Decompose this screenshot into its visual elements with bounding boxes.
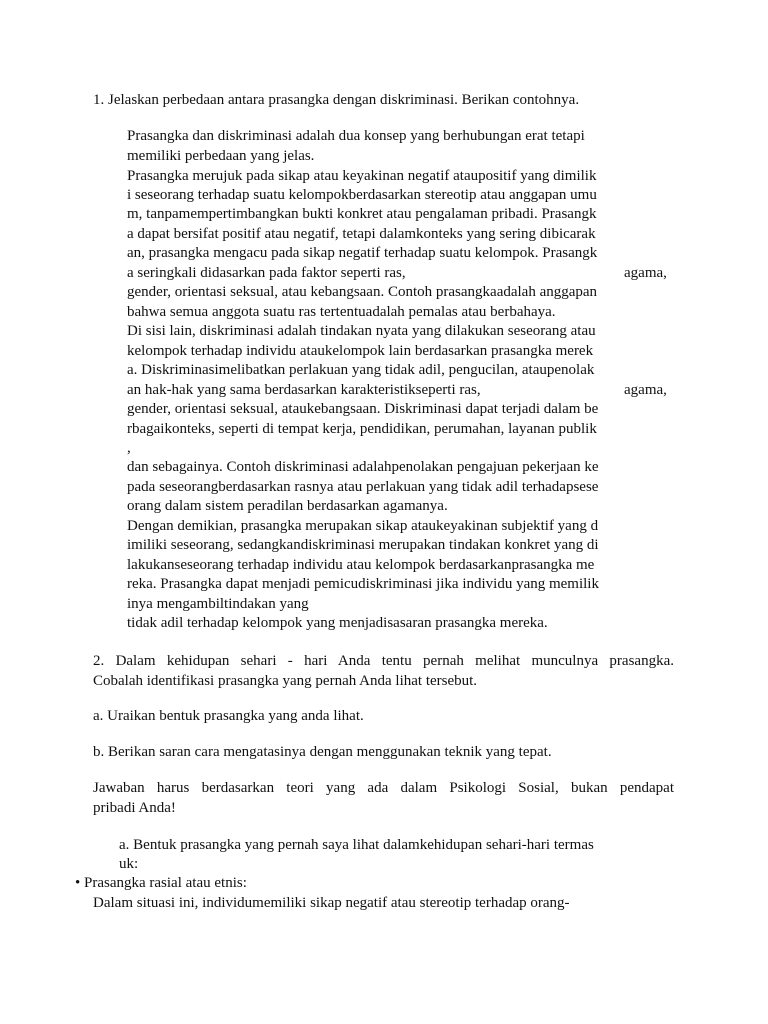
answer-line: a. Diskriminasimelibatkan perlakuan yang tidak adil, pengucilan, ataupenolak — [127, 362, 595, 378]
answer-line: inya mengambiltindakan yang — [127, 596, 309, 612]
answer-line: an, prasangka mengacu pada sikap negatif terhadap suatu kelompok. Prasangk — [127, 245, 598, 261]
bullet-item: • Prasangka rasial atau etnis: — [75, 875, 247, 891]
question-1: 1. Jelaskan perbedaan antara prasangka dengan diskriminasi. Berikan contohnya. — [93, 92, 580, 108]
answer-2a-line: a. Bentuk prasangka yang pernah saya lihat dalamkehidupan sehari-hari termas — [119, 837, 594, 853]
answer-line: a seringkali didasarkan pada faktor seperti ras, — [127, 265, 406, 281]
answer-line: Prasangka merujuk pada sikap atau keyakinan negatif ataupositif yang dimilik — [127, 168, 597, 184]
answer-line: kelompok terhadap individu ataukelompok lain berdasarkan prasangka merek — [127, 343, 594, 359]
answer-line: , — [127, 440, 131, 456]
answer-line: gender, orientasi seksual, atau kebangsaan. Contoh prasangkaadalah anggapan — [127, 284, 598, 300]
note-line: Jawaban harus berdasarkan teori yang ada dalam Psikologi Sosial, bukan pendapat — [93, 780, 674, 796]
answer-line: pada seseorangberdasarkan rasnya atau perlakuan yang tidak adil terhadapsese — [127, 479, 599, 495]
question-2-line: Cobalah identifikasi prasangka yang pernah Anda lihat tersebut. — [93, 673, 478, 689]
answer-line: Prasangka dan diskriminasi adalah dua konsep yang berhubungan erat tetapi — [127, 128, 585, 144]
answer-2a-line: uk: — [119, 856, 139, 872]
answer-line: dan sebagainya. Contoh diskriminasi adalahpenolakan pengajuan pekerjaan ke — [127, 459, 599, 475]
answer-line: orang dalam sistem peradilan berdasarkan agamanya. — [127, 498, 448, 514]
answer-line: bahwa semua anggota suatu ras tertentuadalah pemalas atau berbahaya. — [127, 304, 556, 320]
answer-line: i seseorang terhadap suatu kelompokberdasarkan stereotip atau anggapan umu — [127, 187, 597, 203]
answer-line-tail: agama, — [624, 265, 667, 281]
answer-line: m, tanpamempertimbangkan bukti konkret atau pengalaman pribadi. Prasangk — [127, 206, 597, 222]
answer-line: a dapat bersifat positif atau negatif, tetapi dalamkonteks yang sering dibicarak — [127, 226, 596, 242]
answer-line: an hak-hak yang sama berdasarkan karakteristikseperti ras, — [127, 382, 481, 398]
answer-line: tidak adil terhadap kelompok yang menjadisasaran prasangka mereka. — [127, 615, 548, 631]
answer-line: lakukanseseorang terhadap individu atau kelompok berdasarkanprasangka me — [127, 557, 595, 573]
answer-line: Dengan demikian, prasangka merupakan sikap ataukeyakinan subjektif yang d — [127, 518, 599, 534]
answer-line: reka. Prasangka dapat menjadi pemicudiskriminasi jika individu yang memilik — [127, 576, 599, 592]
answer-line: imiliki seseorang, sedangkandiskriminasi merupakan tindakan konkret yang di — [127, 537, 599, 553]
question-2-line: 2. Dalam kehidupan sehari - hari Anda tentu pernah melihat munculnya prasangka. — [93, 653, 674, 669]
answer-line-tail: agama, — [624, 382, 667, 398]
note-line: pribadi Anda! — [93, 800, 176, 816]
bullet-item-text: Dalam situasi ini, individumemiliki sikap negatif atau stereotip terhadap orang- — [93, 895, 570, 911]
answer-line: Di sisi lain, diskriminasi adalah tindakan nyata yang dilakukan seseorang atau — [127, 323, 596, 339]
question-2b: b. Berikan saran cara mengatasinya dengan menggunakan teknik yang tepat. — [93, 744, 552, 760]
answer-line: memiliki perbedaan yang jelas. — [127, 148, 315, 164]
answer-line: rbagaikonteks, seperti di tempat kerja, pendidikan, perumahan, layanan publik — [127, 421, 597, 437]
answer-line: gender, orientasi seksual, ataukebangsaan. Diskriminasi dapat terjadi dalam be — [127, 401, 599, 417]
question-2a: a. Uraikan bentuk prasangka yang anda lihat. — [93, 708, 364, 724]
